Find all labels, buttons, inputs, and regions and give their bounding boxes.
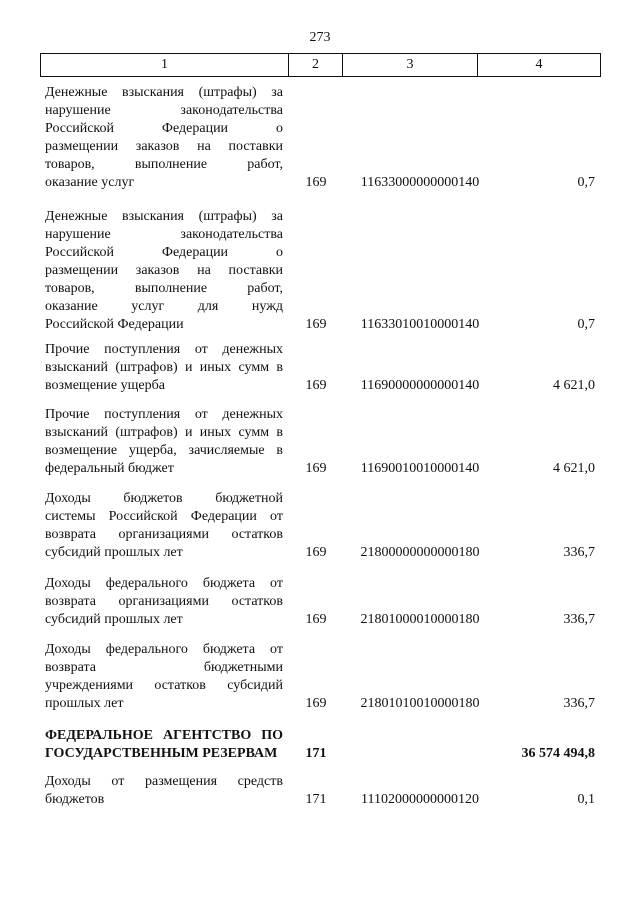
table-row bbox=[0, 341, 640, 395]
description-line: оказание услуг для нужд bbox=[45, 299, 283, 314]
description-line: размещении заказов на поставки bbox=[45, 139, 283, 154]
amount-cell: 336,7 bbox=[563, 696, 595, 711]
column-header-2: 2 bbox=[289, 54, 343, 77]
table-row bbox=[0, 406, 640, 478]
amount-cell: 0,7 bbox=[577, 317, 595, 332]
description-line: Доходы бюджетов бюджетной bbox=[45, 491, 283, 506]
description-line: Прочие поступления от денежных bbox=[45, 342, 283, 357]
classification-code-cell: 11633010010000140 bbox=[360, 317, 480, 332]
description-line: взысканий (штрафов) и иных сумм в bbox=[45, 425, 283, 440]
description-line: Российской Федерации о bbox=[45, 121, 283, 136]
amount-cell: 4 621,0 bbox=[553, 378, 595, 393]
amount-cell: 0,7 bbox=[577, 175, 595, 190]
classification-code-cell: 11102000000000120 bbox=[361, 792, 479, 807]
description-line: Российской Федерации о bbox=[45, 245, 283, 260]
table-row bbox=[0, 773, 640, 809]
row-description bbox=[45, 406, 283, 478]
classification-code-cell: 11690010010000140 bbox=[360, 461, 480, 476]
row-description bbox=[45, 641, 283, 713]
amount-cell: 336,7 bbox=[563, 612, 595, 627]
admin-code-cell: 169 bbox=[305, 378, 327, 393]
description-line: Прочие поступления от денежных bbox=[45, 407, 283, 422]
description-line: Денежные взыскания (штрафы) за bbox=[45, 209, 283, 224]
description-line: нарушение законодательства bbox=[45, 227, 283, 242]
admin-code-cell: 169 bbox=[305, 612, 327, 627]
amount-cell: 0,1 bbox=[577, 792, 595, 807]
table-row bbox=[0, 84, 640, 192]
description-line: субсидий прошлых лет bbox=[45, 612, 183, 627]
description-line: субсидий прошлых лет bbox=[45, 545, 183, 560]
row-description bbox=[45, 341, 283, 395]
description-line: возмещение ущерба, зачисляемые в bbox=[45, 443, 283, 458]
table-row bbox=[0, 575, 640, 629]
table-row bbox=[0, 727, 640, 763]
description-line: ФЕДЕРАЛЬНОЕ АГЕНТСТВО ПО bbox=[45, 728, 283, 743]
table-row bbox=[0, 641, 640, 713]
row-description bbox=[45, 490, 283, 562]
column-header-row bbox=[40, 53, 601, 77]
column-header-3: 3 bbox=[343, 54, 478, 77]
description-line: бюджетов bbox=[45, 792, 105, 807]
admin-code-cell: 169 bbox=[305, 696, 327, 711]
description-line: возврата организациями остатков bbox=[45, 527, 283, 542]
row-description bbox=[45, 208, 283, 334]
classification-code-cell: 21800000000000180 bbox=[360, 545, 480, 560]
row-description bbox=[45, 84, 283, 192]
description-line: системы Российской Федерации от bbox=[45, 509, 283, 524]
description-line: размещении заказов на поставки bbox=[45, 263, 283, 278]
description-line: Доходы федерального бюджета от bbox=[45, 576, 283, 591]
table-row bbox=[0, 490, 640, 562]
admin-code-cell: 169 bbox=[305, 461, 327, 476]
description-line: Доходы от размещения средств bbox=[45, 774, 283, 789]
amount-cell: 36 574 494,8 bbox=[521, 746, 595, 761]
description-line: учреждениями остатков субсидий bbox=[45, 678, 283, 693]
table-row bbox=[0, 208, 640, 334]
description-line: федеральный бюджет bbox=[45, 461, 174, 476]
description-line: Российской Федерации bbox=[45, 317, 184, 332]
description-line: ГОСУДАРСТВЕННЫМ РЕЗЕРВАМ bbox=[45, 746, 278, 761]
description-line: возврата организациями остатков bbox=[45, 594, 283, 609]
description-line: возмещение ущерба bbox=[45, 378, 165, 393]
row-description bbox=[45, 727, 283, 763]
amount-cell: 336,7 bbox=[563, 545, 595, 560]
row-description bbox=[45, 575, 283, 629]
admin-code-cell: 169 bbox=[305, 545, 327, 560]
admin-code-cell: 171 bbox=[305, 746, 327, 761]
amount-cell: 4 621,0 bbox=[553, 461, 595, 476]
page-number: 273 bbox=[309, 30, 331, 45]
description-line: оказание услуг bbox=[45, 175, 135, 190]
admin-code-cell: 169 bbox=[305, 175, 327, 190]
description-line: Доходы федерального бюджета от bbox=[45, 642, 283, 657]
description-line: товаров, выполнение работ, bbox=[45, 281, 283, 296]
description-line: прошлых лет bbox=[45, 696, 124, 711]
description-line: взысканий (штрафов) и иных сумм в bbox=[45, 360, 283, 375]
column-header-1: 1 bbox=[41, 54, 289, 77]
classification-code-cell: 21801010010000180 bbox=[360, 696, 480, 711]
admin-code-cell: 169 bbox=[305, 317, 327, 332]
row-description bbox=[45, 773, 283, 809]
description-line: нарушение законодательства bbox=[45, 103, 283, 118]
classification-code-cell: 21801000010000180 bbox=[360, 612, 480, 627]
description-line: Денежные взыскания (штрафы) за bbox=[45, 85, 283, 100]
column-header-4: 4 bbox=[478, 54, 601, 77]
classification-code-cell: 11690000000000140 bbox=[360, 378, 480, 393]
classification-code-cell: 11633000000000140 bbox=[360, 175, 480, 190]
description-line: товаров, выполнение работ, bbox=[45, 157, 283, 172]
description-line: возврата бюджетными bbox=[45, 660, 283, 675]
admin-code-cell: 171 bbox=[305, 792, 327, 807]
